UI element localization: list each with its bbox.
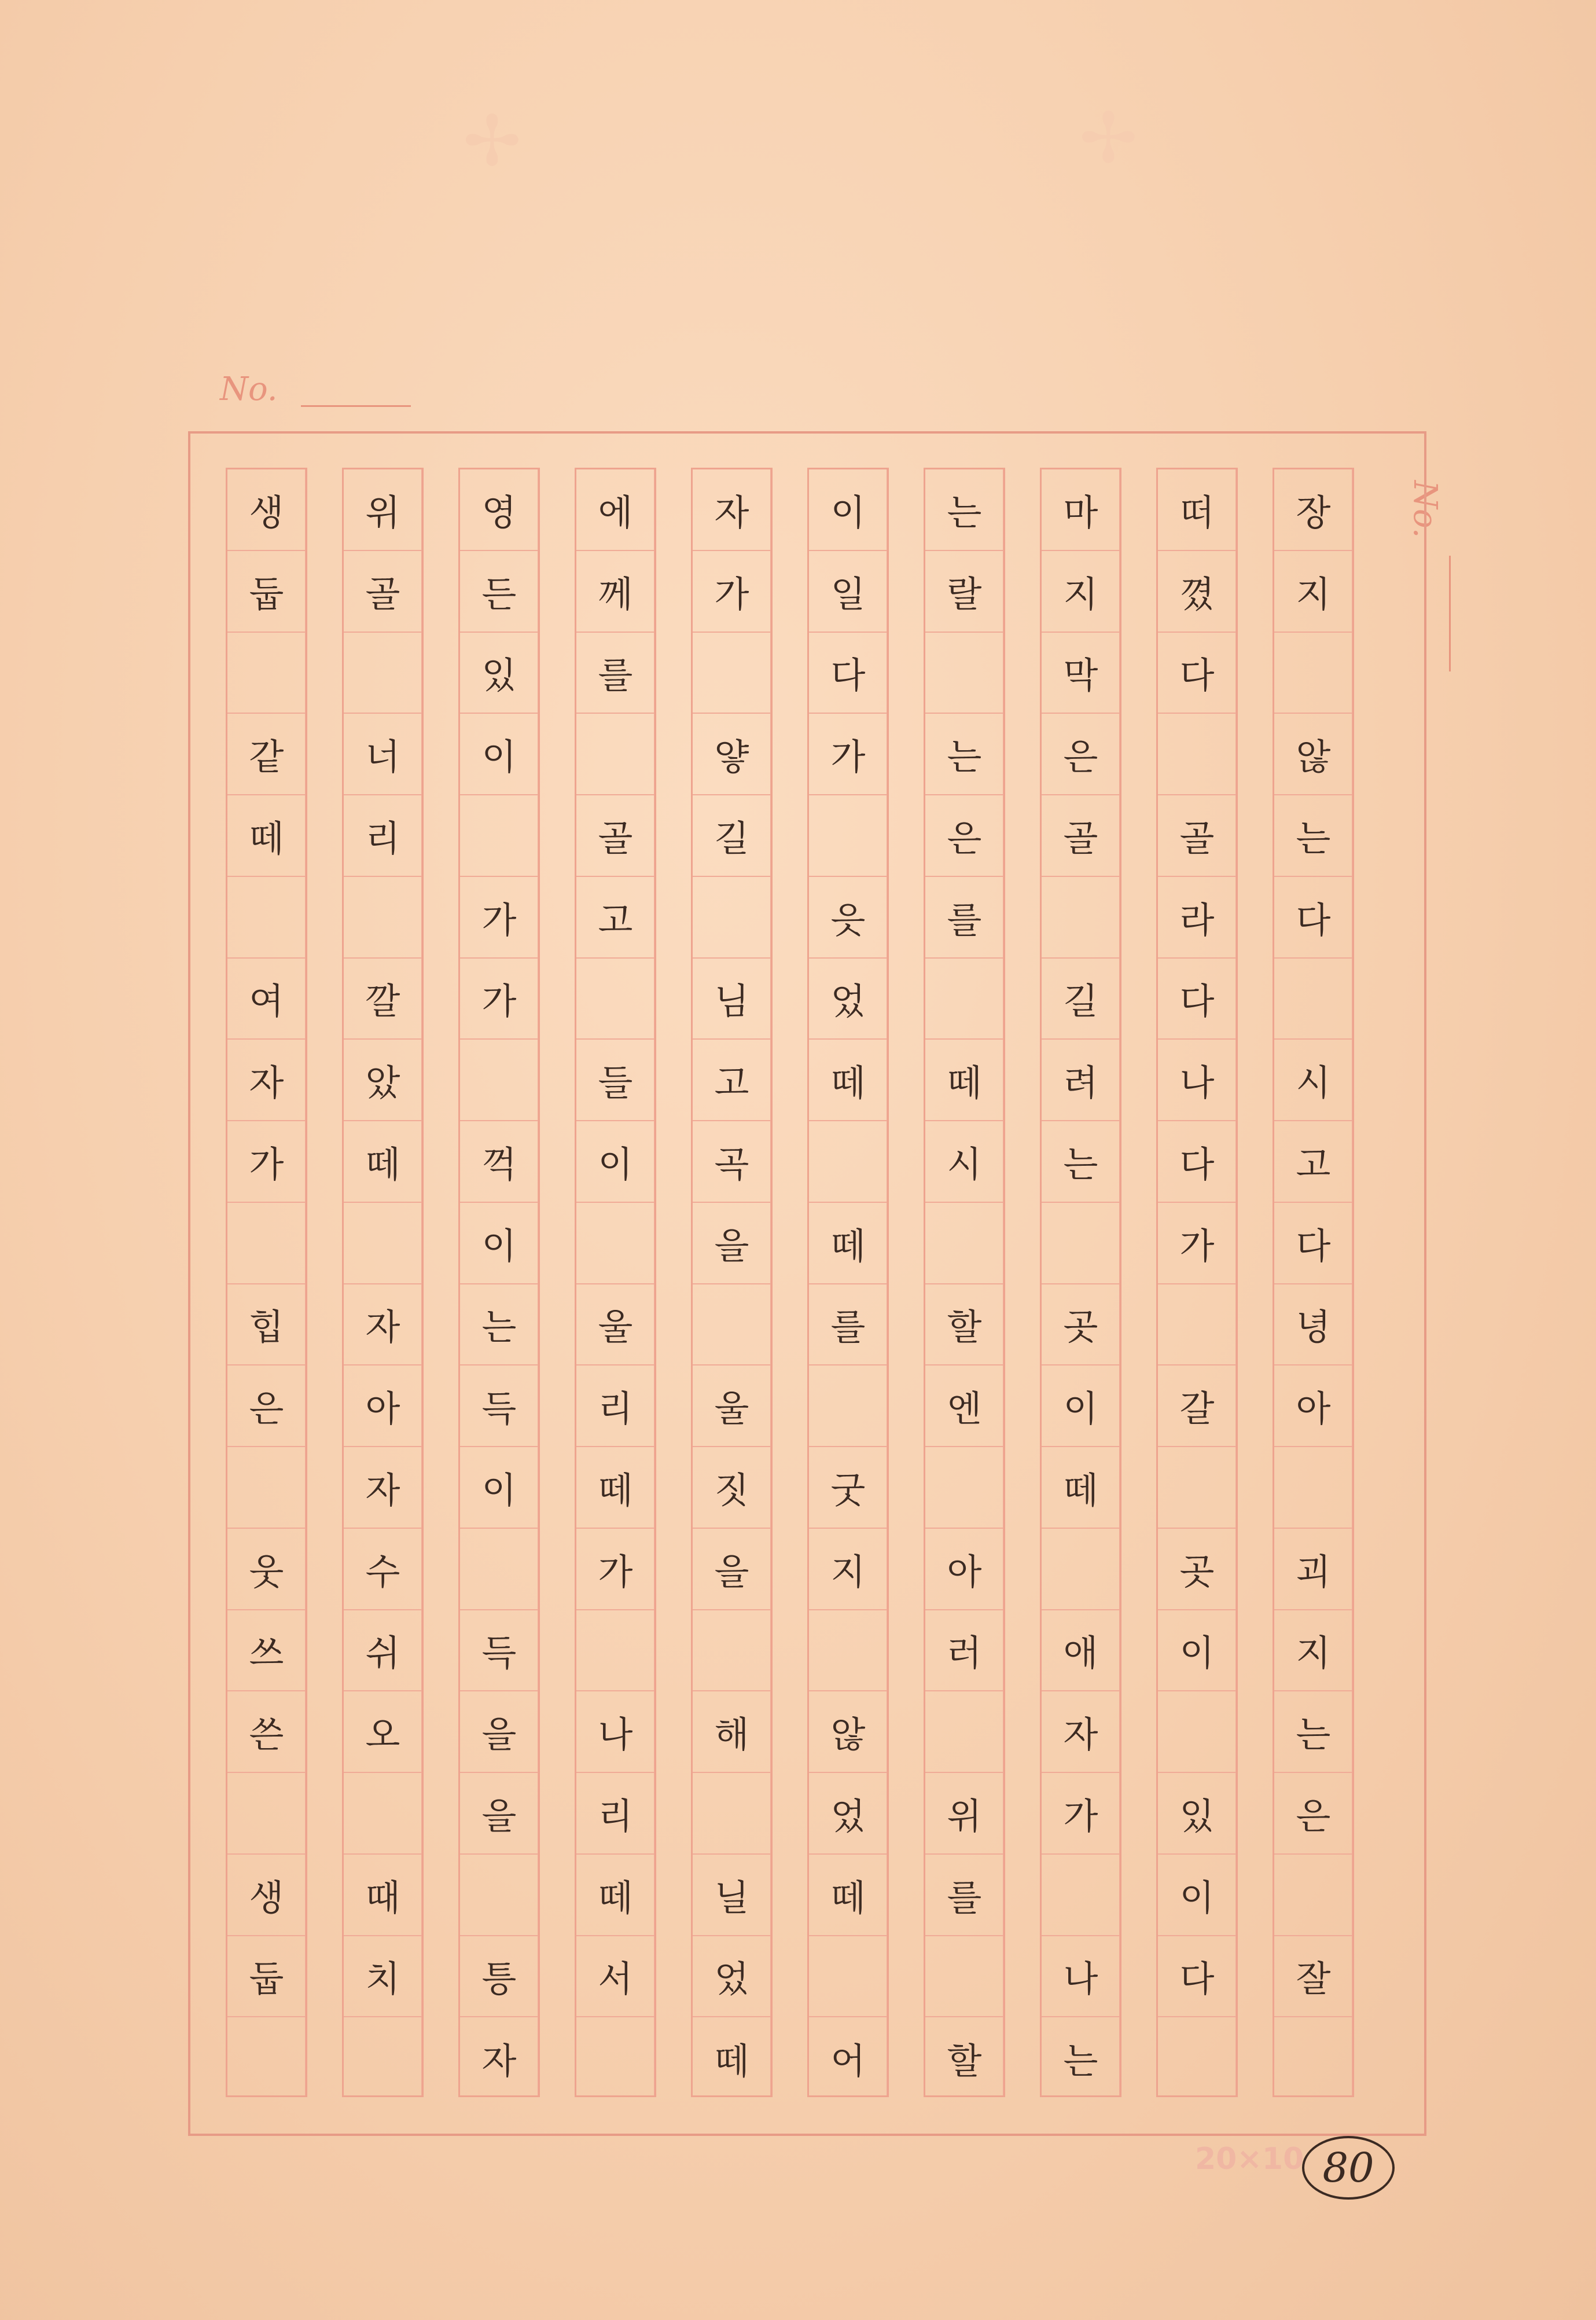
grid-cell: 길 <box>693 795 771 877</box>
grid-cell: 자 <box>693 469 771 551</box>
grid-cell: 곳 <box>1042 1284 1120 1366</box>
grid-cell: 자 <box>344 1447 422 1529</box>
grid-cell: 꼈 <box>1158 551 1236 633</box>
grid-cell: 떼 <box>1042 1447 1120 1529</box>
grid-cell: 얗 <box>693 714 771 795</box>
grid-cell: 깔 <box>344 959 422 1040</box>
grid-cell: 일 <box>809 551 887 633</box>
grid-cell <box>693 1610 771 1692</box>
grid-cell <box>809 1936 887 2018</box>
grid-cell: 때 <box>344 1855 422 1936</box>
grid-cell: 는 <box>1042 1121 1120 1203</box>
grid-cell: 이 <box>460 1447 538 1529</box>
grid-cell: 득 <box>460 1365 538 1447</box>
grid-cell: 고 <box>1274 1121 1352 1203</box>
grid-cell: 떼 <box>344 1121 422 1203</box>
grid-cell: 고 <box>576 877 654 959</box>
grid-cell: 아 <box>925 1529 1003 1610</box>
grid-cell: 가 <box>809 714 887 795</box>
grid-cell <box>809 1610 887 1692</box>
grid-cell: 이 <box>576 1121 654 1203</box>
grid-cell <box>576 714 654 795</box>
grid-cell: 어 <box>830 2040 866 2083</box>
grid-cell: 이 <box>809 469 887 551</box>
grid-cell <box>1274 959 1352 1040</box>
grid-cell: 가 <box>460 877 538 959</box>
grid-cell: 아 <box>344 1365 422 1447</box>
grid-cell: 자 <box>1042 1691 1120 1773</box>
grid-cell: 랄 <box>925 551 1003 633</box>
grid-cell: 장 <box>1274 469 1352 551</box>
grid-cell <box>344 2017 422 2099</box>
grid-cell: 나 <box>1042 1936 1120 2018</box>
grid-cell: 서 <box>576 1936 654 2018</box>
grid-cell: 애 <box>1042 1610 1120 1692</box>
clip-mark-right-icon: ✢ <box>1079 98 1138 179</box>
grid-cell <box>576 2017 654 2099</box>
grid-cell: 나 <box>576 1691 654 1773</box>
grid-cell: 짓 <box>693 1447 771 1529</box>
grid-cell <box>925 633 1003 714</box>
grid-cell <box>1274 1447 1352 1529</box>
grid-column <box>924 468 1005 2097</box>
grid-cell: 께 <box>576 551 654 633</box>
grid-cell <box>925 1691 1003 1773</box>
grid-cell: 않 <box>809 1691 887 1773</box>
grid-cell: 웃 <box>227 1529 306 1610</box>
grid-cell: 는 <box>1274 795 1352 877</box>
grid-cell: 시 <box>925 1121 1003 1203</box>
grid-cell <box>693 877 771 959</box>
grid-cell: 너 <box>344 714 422 795</box>
grid-cell: 수 <box>344 1529 422 1610</box>
manuscript-grid <box>226 468 1389 2097</box>
grid-cell <box>576 959 654 1040</box>
grid-cell <box>693 1284 771 1366</box>
grid-cell: 울 <box>576 1284 654 1366</box>
grid-cell: 이 <box>1158 1855 1236 1936</box>
grid-cell: 리 <box>344 795 422 877</box>
number-label: No. <box>220 370 278 408</box>
grid-cell: 리 <box>576 1773 654 1855</box>
grid-cell: 쓰 <box>227 1610 306 1692</box>
grid-cell: 을 <box>693 1529 771 1610</box>
grid-cell <box>1042 877 1120 959</box>
grid-cell: 가 <box>227 1121 306 1203</box>
grid-cell: 을 <box>460 1691 538 1773</box>
grid-cell: 가 <box>460 959 538 1040</box>
grid-cell: 치 <box>344 1936 422 2018</box>
grid-cell <box>809 795 887 877</box>
grid-cell <box>1158 1691 1236 1773</box>
grid-cell: 을 <box>693 1203 771 1284</box>
grid-cell: 가 <box>576 1529 654 1610</box>
grid-cell <box>344 1773 422 1855</box>
grid-cell <box>1158 1447 1236 1529</box>
grid-cell <box>1042 1203 1120 1284</box>
grid-cell: 은 <box>1274 1773 1352 1855</box>
grid-cell: 굿 <box>809 1447 887 1529</box>
grid-cell: 었 <box>809 1773 887 1855</box>
number-underline <box>301 405 411 407</box>
grid-cell <box>227 1773 306 1855</box>
grid-cell: 떼 <box>809 1203 887 1284</box>
grid-cell: 지 <box>1274 1610 1352 1692</box>
grid-cell: 생 <box>227 1855 306 1936</box>
grid-cell: 할 <box>925 1284 1003 1366</box>
grid-cell <box>227 633 306 714</box>
grid-cell: 떼 <box>925 1040 1003 1121</box>
grid-cell <box>576 1203 654 1284</box>
grid-cell: 막 <box>1042 633 1120 714</box>
grid-cell: 다 <box>1158 959 1236 1040</box>
grid-cell: 다 <box>1274 1203 1352 1284</box>
grid-cell: 괴 <box>1274 1529 1352 1610</box>
grid-cell: 할 <box>947 2040 982 2083</box>
grid-cell: 오 <box>344 1691 422 1773</box>
grid-cell <box>227 877 306 959</box>
grid-column <box>691 468 773 2097</box>
grid-cell <box>1274 1855 1352 1936</box>
clip-mark-left-icon: ✢ <box>463 101 521 182</box>
grid-cell: 득 <box>460 1610 538 1692</box>
grid-cell <box>925 1203 1003 1284</box>
grid-cell: 가 <box>693 551 771 633</box>
grid-column <box>226 468 307 2097</box>
grid-cell <box>925 1936 1003 2018</box>
grid-column <box>1040 468 1121 2097</box>
number-label-side: No. <box>1406 480 1444 538</box>
grid-cell: 떼 <box>809 1040 887 1121</box>
grid-cell: 는 <box>1274 1691 1352 1773</box>
grid-cell: 마 <box>1042 469 1120 551</box>
grid-cell: 는 <box>925 469 1003 551</box>
grid-cell: 이 <box>460 714 538 795</box>
grid-cell: 떼 <box>809 1855 887 1936</box>
grid-cell: 골 <box>576 795 654 877</box>
grid-cell: 에 <box>576 469 654 551</box>
grid-cell: 은 <box>1042 714 1120 795</box>
grid-column <box>575 468 656 2097</box>
grid-cell: 가 <box>1158 1203 1236 1284</box>
grid-cell: 이 <box>460 1203 538 1284</box>
grid-cell: 를 <box>809 1284 887 1366</box>
grid-cell <box>1158 1284 1236 1366</box>
grid-cell: 닐 <box>693 1855 771 1936</box>
grid-cell: 영 <box>460 469 538 551</box>
grid-cell: 다 <box>1158 633 1236 714</box>
grid-cell: 자 <box>481 2040 517 2083</box>
grid-cell <box>1274 2017 1352 2099</box>
grid-cell <box>925 959 1003 1040</box>
grid-size-label: 20×10 <box>1195 2142 1304 2176</box>
grid-cell <box>344 877 422 959</box>
grid-cell <box>460 1529 538 1610</box>
grid-cell: 읏 <box>809 877 887 959</box>
grid-cell: 떼 <box>576 1447 654 1529</box>
grid-cell: 잘 <box>1274 1936 1352 2018</box>
grid-cell: 는 <box>925 714 1003 795</box>
grid-cell: 었 <box>693 1936 771 2018</box>
grid-cell: 지 <box>809 1529 887 1610</box>
grid-cell: 나 <box>1158 1040 1236 1121</box>
grid-cell <box>460 795 538 877</box>
grid-cell: 다 <box>809 633 887 714</box>
grid-cell: 들 <box>576 1040 654 1121</box>
grid-cell: 는 <box>1063 2040 1098 2083</box>
grid-cell: 길 <box>1042 959 1120 1040</box>
grid-cell: 있 <box>1158 1773 1236 1855</box>
grid-cell: 았 <box>344 1040 422 1121</box>
grid-cell: 를 <box>925 877 1003 959</box>
grid-cell <box>344 1203 422 1284</box>
grid-cell: 골 <box>344 551 422 633</box>
grid-cell: 은 <box>227 1365 306 1447</box>
grid-cell: 떠 <box>1158 469 1236 551</box>
grid-cell <box>925 1447 1003 1529</box>
grid-cell: 울 <box>693 1365 771 1447</box>
grid-cell: 녕 <box>1274 1284 1352 1366</box>
grid-cell <box>693 1773 771 1855</box>
grid-cell: 떼 <box>714 2040 749 2083</box>
grid-cell <box>227 1447 306 1529</box>
grid-cell: 을 <box>460 1773 538 1855</box>
grid-cell: 생 <box>227 469 306 551</box>
grid-cell: 는 <box>460 1284 538 1366</box>
grid-column <box>342 468 424 2097</box>
grid-cell: 러 <box>925 1610 1003 1692</box>
grid-column <box>1273 468 1354 2097</box>
grid-column <box>807 468 889 2097</box>
grid-cell: 둡 <box>227 551 306 633</box>
grid-column <box>458 468 540 2097</box>
grid-cell <box>1042 1529 1120 1610</box>
page-number-badge: 80 <box>1302 2136 1395 2200</box>
grid-cell: 이 <box>1158 1610 1236 1692</box>
grid-cell: 곡 <box>693 1121 771 1203</box>
grid-cell: 시 <box>1274 1040 1352 1121</box>
grid-cell: 자 <box>344 1284 422 1366</box>
grid-cell: 가 <box>1042 1773 1120 1855</box>
grid-cell: 떼 <box>576 1855 654 1936</box>
grid-cell: 틍 <box>460 1936 538 2018</box>
grid-cell <box>693 633 771 714</box>
grid-cell: 곳 <box>1158 1529 1236 1610</box>
grid-cell: 쉬 <box>344 1610 422 1692</box>
grid-cell <box>809 1121 887 1203</box>
grid-cell <box>1158 714 1236 795</box>
grid-cell: 둡 <box>227 1936 306 2018</box>
grid-cell <box>460 1040 538 1121</box>
grid-cell <box>1158 2017 1236 2099</box>
grid-cell: 해 <box>693 1691 771 1773</box>
grid-cell: 자 <box>227 1040 306 1121</box>
grid-cell: 여 <box>227 959 306 1040</box>
grid-cell: 아 <box>1274 1365 1352 1447</box>
grid-cell: 골 <box>1158 795 1236 877</box>
grid-cell: 힙 <box>227 1284 306 1366</box>
grid-cell: 든 <box>460 551 538 633</box>
grid-cell: 다 <box>1158 1121 1236 1203</box>
grid-cell: 골 <box>1042 795 1120 877</box>
grid-cell: 엔 <box>925 1365 1003 1447</box>
grid-cell <box>344 633 422 714</box>
grid-cell: 떼 <box>227 795 306 877</box>
grid-cell: 위 <box>925 1773 1003 1855</box>
grid-cell <box>1274 633 1352 714</box>
grid-cell: 고 <box>693 1040 771 1121</box>
grid-cell <box>460 1855 538 1936</box>
grid-cell: 라 <box>1158 877 1236 959</box>
grid-cell: 려 <box>1042 1040 1120 1121</box>
grid-cell <box>227 1203 306 1284</box>
grid-cell: 다 <box>1158 1936 1236 2018</box>
grid-cell <box>1042 1855 1120 1936</box>
grid-cell: 었 <box>809 959 887 1040</box>
grid-cell: 리 <box>576 1365 654 1447</box>
grid-cell: 꺽 <box>460 1121 538 1203</box>
grid-cell: 를 <box>925 1855 1003 1936</box>
grid-cell <box>809 1365 887 1447</box>
number-underline-side <box>1449 556 1451 671</box>
grid-cell: 님 <box>693 959 771 1040</box>
grid-cell: 이 <box>1042 1365 1120 1447</box>
grid-cell: 은 <box>925 795 1003 877</box>
grid-cell: 갈 <box>1158 1365 1236 1447</box>
grid-cell: 지 <box>1274 551 1352 633</box>
grid-column <box>1156 468 1238 2097</box>
grid-cell: 있 <box>460 633 538 714</box>
grid-cell <box>576 1610 654 1692</box>
grid-cell: 를 <box>576 633 654 714</box>
grid-cell: 지 <box>1042 551 1120 633</box>
grid-cell: 다 <box>1274 877 1352 959</box>
grid-cell: 위 <box>344 469 422 551</box>
grid-cell <box>227 2017 306 2099</box>
grid-cell: 않 <box>1274 714 1352 795</box>
grid-cell: 쓴 <box>227 1691 306 1773</box>
grid-cell: 같 <box>227 714 306 795</box>
